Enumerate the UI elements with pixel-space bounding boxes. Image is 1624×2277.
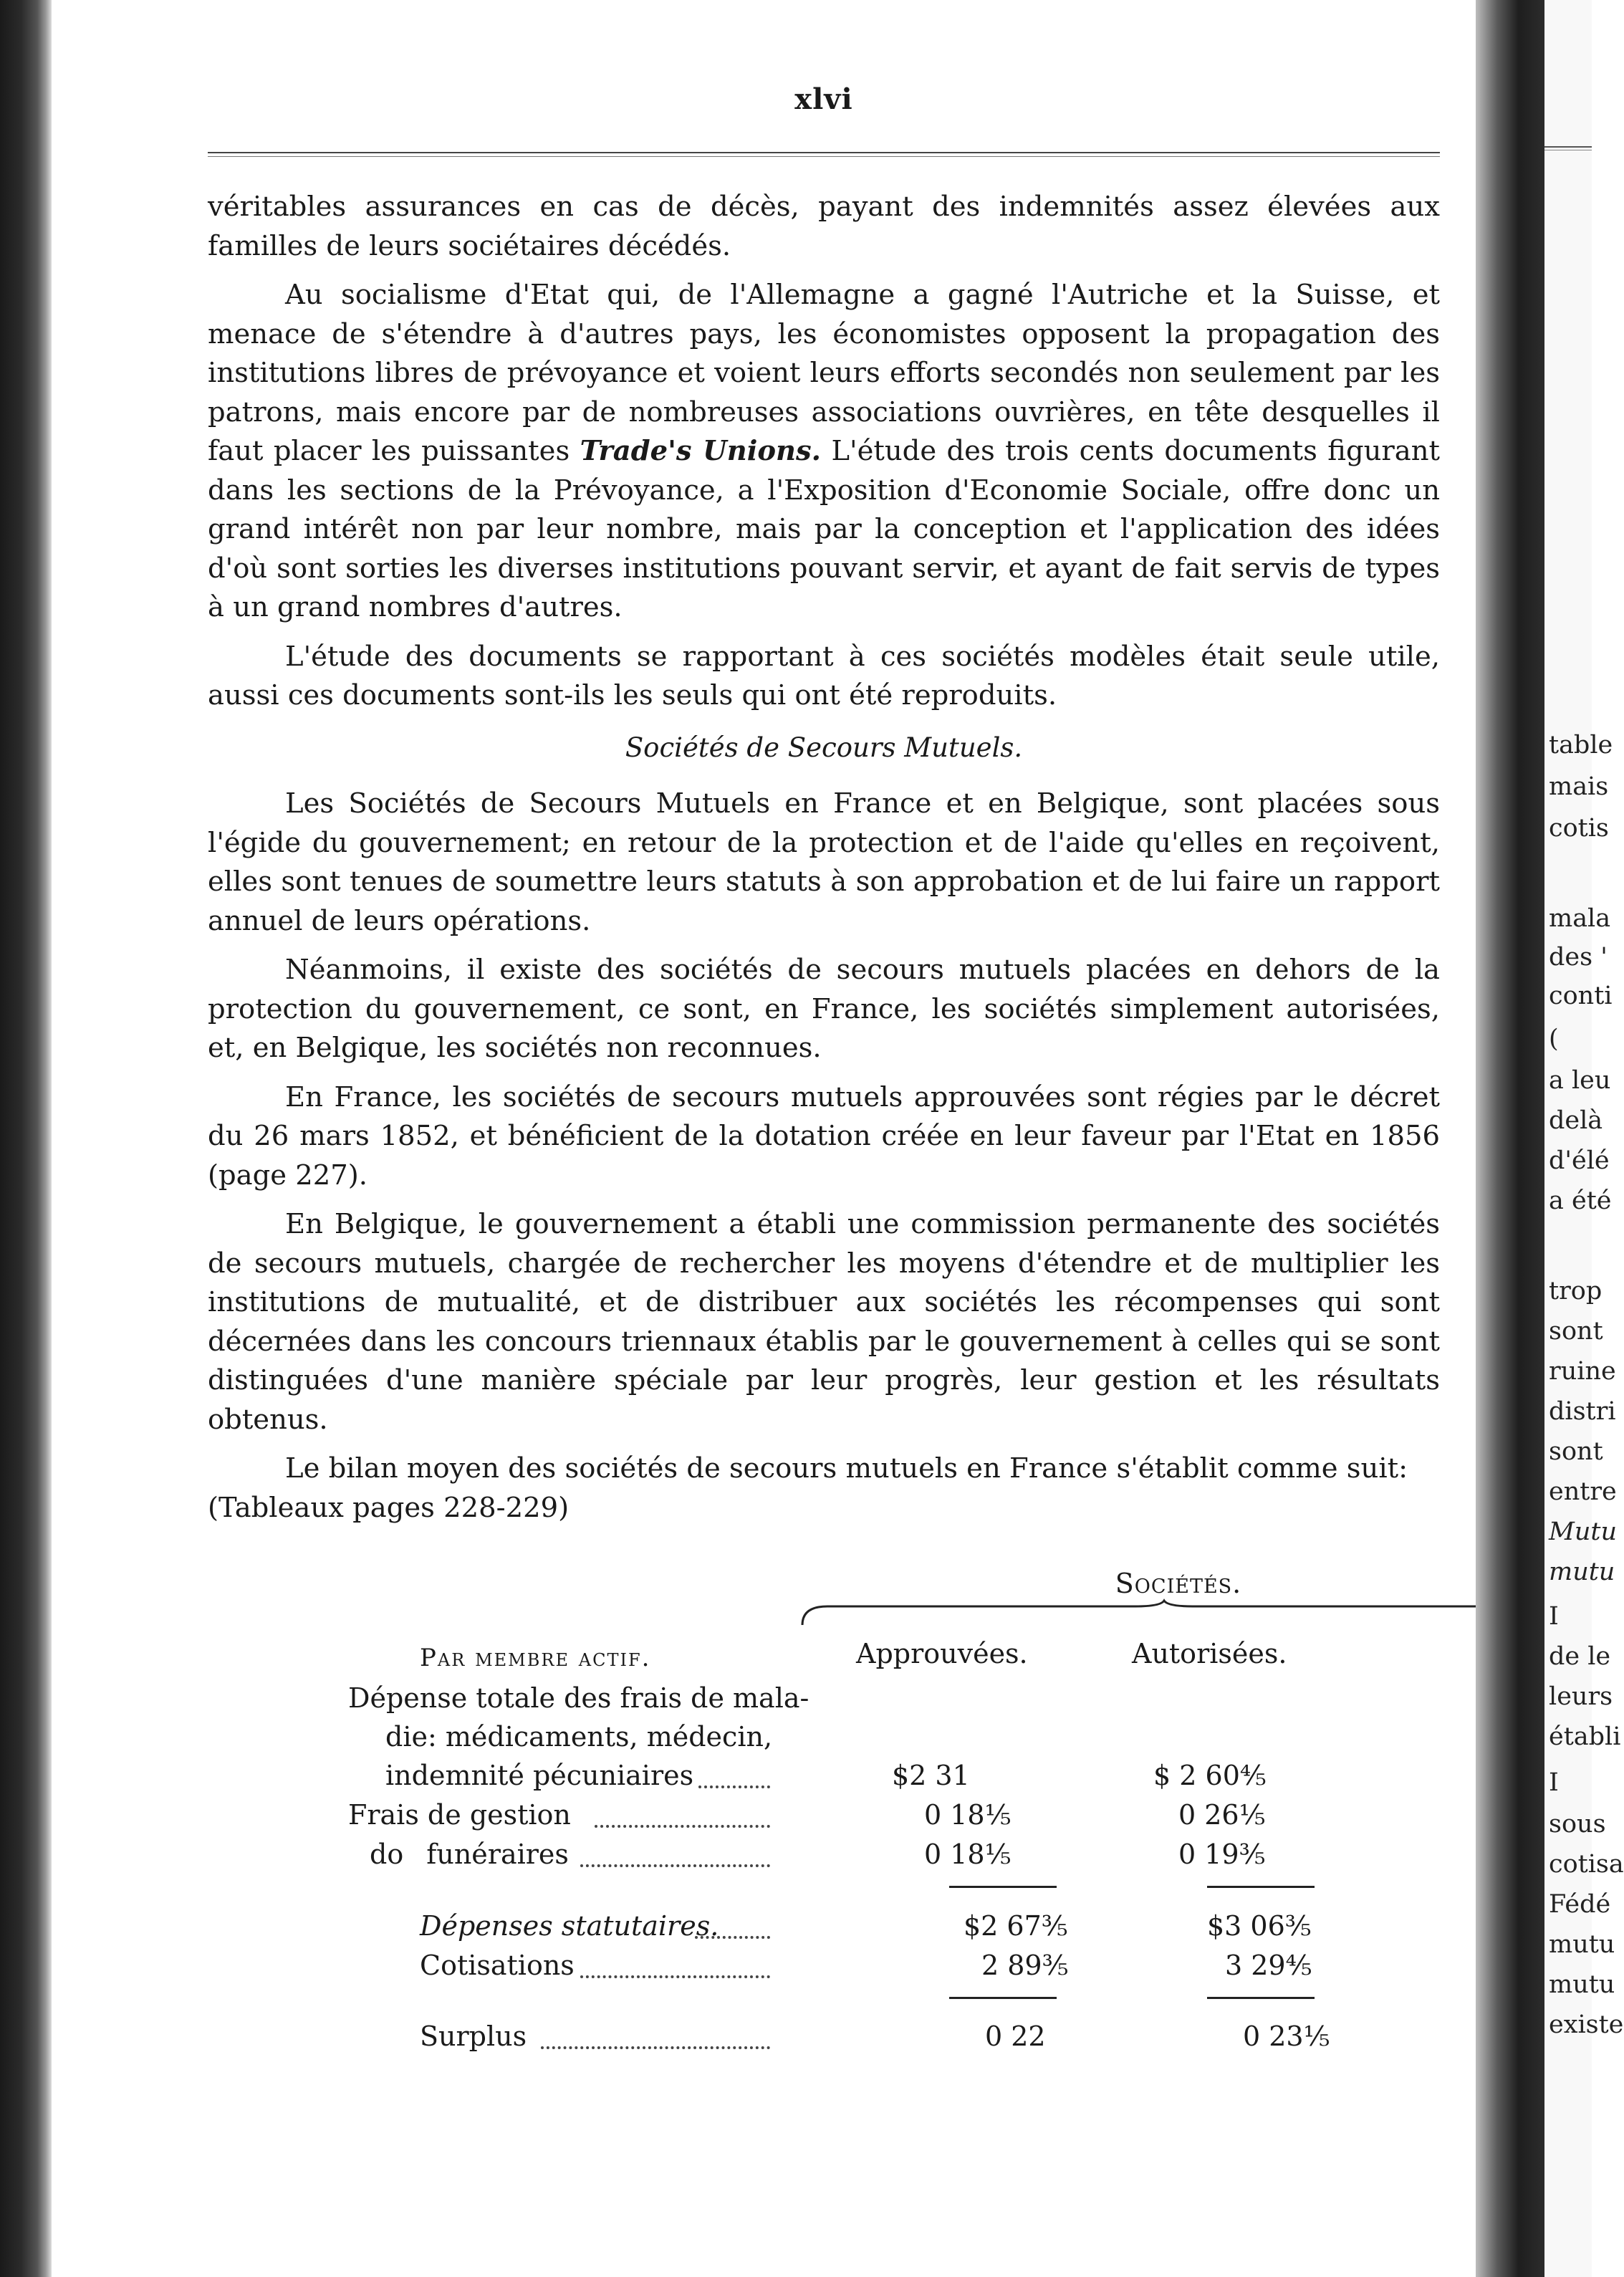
section-paragraph-2: Néanmoins, il existe des sociétés de secours mutuels placées en dehors de la protection du gouvernement, ce sont, en France, les sociétés simplement autorisées, et, en Belgique, les sociétés non reconnues. [208, 954, 1440, 1064]
adjacent-fragment: cotis [1549, 814, 1609, 843]
header-rule [208, 152, 1440, 157]
section-paragraph-3: En France, les sociétés de secours mutuels approuvées sont régies par le décret du 26 mars 1852, et bénéficient de la dotation créée en leur faveur par l'Etat en 1856 (page 227). [208, 1080, 1440, 1192]
section-paragraph-1: Les Sociétés de Secours Mutuels en France et en Belgique, sont placées sous l'égide du gouvernement; en retour de la protection et de l'aide qu'elles en reçoivent, elles sont tenues de soumettre leurs statuts à son approbation et de lui faire un rapport annuel de leurs opérations. [208, 787, 1440, 937]
adjacent-fragment: des ' [1549, 943, 1608, 972]
adjacent-fragment: a leu [1549, 1066, 1611, 1095]
adjacent-fragment: d'élé [1549, 1146, 1610, 1175]
section-paragraph-4: En Belgique, le gouvernement a établi une commission permanente des sociétés de secours mutuels, chargée de rechercher les moyens d'étendre et de multiplier les institutions de mutualité, et de distribuer aux sociétés les récompenses qui sont décernées dans les concours triennaux établis par le gouvernement à celles qui se sont distinguées d'une manière spéciale par leur progrès, leur gestion et les résultats obtenus. [208, 1208, 1440, 1436]
paragraph-2-start: Au socialisme d'Etat qui, de l'Allemagne a gagné l'Autriche et la Suisse, et menace de s'étendre à d'autres pays, les économistes opposent la propagation des institutions libres de prévoyance et voient leurs efforts secondés non seulement par les patrons, mais encore par de nombreuses associations ouvrières, en tête desquelles il faut placer les puissantes [208, 279, 1440, 467]
adjacent-fragment: sont [1549, 1317, 1603, 1346]
total-rule-approuvees [949, 1997, 1057, 1999]
col-header-autorisees: Autorisées. [1132, 1638, 1287, 1669]
table-row: indemnité pécuniaires $2 31 $ 2 60⅘ [385, 1760, 1267, 1791]
adjacent-fragment: de le [1549, 1642, 1611, 1671]
adjacent-fragment: mutu [1549, 1930, 1615, 1959]
adjacent-fragment: table [1549, 731, 1613, 759]
adjacent-fragment: établi [1549, 1722, 1621, 1751]
adjacent-page-edge [1544, 0, 1624, 2277]
adjacent-fragment: entre [1549, 1477, 1617, 1506]
subtotal-rule-approuvees [949, 1886, 1057, 1888]
adjacent-fragment: conti [1549, 982, 1613, 1010]
adjacent-fragment: trop [1549, 1277, 1603, 1305]
table-row: Frais de gestion 0 18⅕ 0 26⅕ [348, 1799, 1266, 1831]
depense-label-line-1: Dépense totale des frais de mala- [348, 1682, 809, 1714]
adjacent-fragment: a été [1549, 1187, 1612, 1215]
adjacent-fragment: ( [1549, 1025, 1559, 1053]
trades-unions-term: Trade's Unions. [580, 435, 822, 467]
adjacent-fragment: I [1549, 1602, 1559, 1631]
column-brace [799, 1599, 1529, 1628]
table-row: Surplus 0 22 0 23⅕ [420, 2020, 1330, 2052]
book-page [208, 0, 1440, 2277]
paragraph-1: véritables assurances en cas de décès, payant des indemnités assez élevées aux familles de leurs sociétaires décédés. [208, 191, 1440, 262]
table-row: Dépenses statutaires. $2 67⅗ $3 06⅗ [420, 1910, 1312, 1942]
table-row: do funéraires 0 18⅕ 0 19⅗ [370, 1839, 1266, 1870]
adjacent-fragment: sous [1549, 1810, 1606, 1839]
paragraph-2 [208, 276, 1440, 628]
row-header-par-membre: Par membre actif. [420, 1644, 651, 1672]
depense-label-line-2: die: médicaments, médecin, [385, 1721, 773, 1753]
adjacent-fragment: ruine [1549, 1357, 1616, 1386]
adjacent-fragment: mais [1549, 772, 1609, 801]
section-title: Sociétés de Secours Mutuels. [625, 732, 1023, 763]
paragraph-3: L'étude des documents se rapportant à ces sociétés modèles était seule utile, aussi ces documents sont-ils les seuls qui ont été reproduits. [208, 640, 1440, 711]
table-reference: (Tableaux pages 228-229) [208, 1491, 570, 1524]
adjacent-fragment: delà [1549, 1106, 1603, 1135]
adjacent-fragment: I [1549, 1768, 1559, 1797]
adjacent-fragment: mala [1549, 904, 1611, 933]
adjacent-fragment: leurs [1549, 1682, 1613, 1711]
section-paragraph-5: Le bilan moyen des sociétés de secours mutuels en France s'établit comme suit: [285, 1452, 1408, 1485]
adjacent-fragment: mutu [1549, 1558, 1615, 1586]
subtotal-rule-autorisees [1207, 1886, 1315, 1888]
paragraph-2-end: L'étude des trois cents documents figurant dans les sections de la Prévoyance, a l'Exposition d'Economie Sociale, offre donc un grand intérêt non par leur nombre, mais par la conception et l'application des idées d'où sont sorties les diverses institutions pouvant servir, et ayant de fait servis de types à un grand nombres d'autres. [208, 435, 1441, 623]
adjacent-fragment: sont [1549, 1437, 1603, 1466]
adjacent-fragment: Fédé [1549, 1890, 1611, 1919]
table-row: Cotisations 2 89⅗ 3 29⅘ [420, 1950, 1312, 1981]
page-number: xlvi [794, 82, 853, 116]
total-rule-autorisees [1207, 1997, 1315, 1999]
binding-shadow-right [1476, 0, 1544, 2277]
body-text [208, 188, 1440, 1538]
adjacent-fragment: mutu [1549, 1970, 1615, 1999]
adjacent-fragment: distri [1549, 1397, 1616, 1426]
adjacent-fragment: existe [1549, 2010, 1624, 2039]
adjacent-header-rule [1544, 146, 1592, 150]
col-header-approuvees: Approuvées. [856, 1638, 1028, 1669]
adjacent-fragment: Mutu [1549, 1518, 1617, 1546]
table-group-header: Sociétés. [1115, 1568, 1242, 1599]
adjacent-fragment: cotisa [1549, 1850, 1624, 1879]
binding-shadow-left [0, 0, 52, 2277]
